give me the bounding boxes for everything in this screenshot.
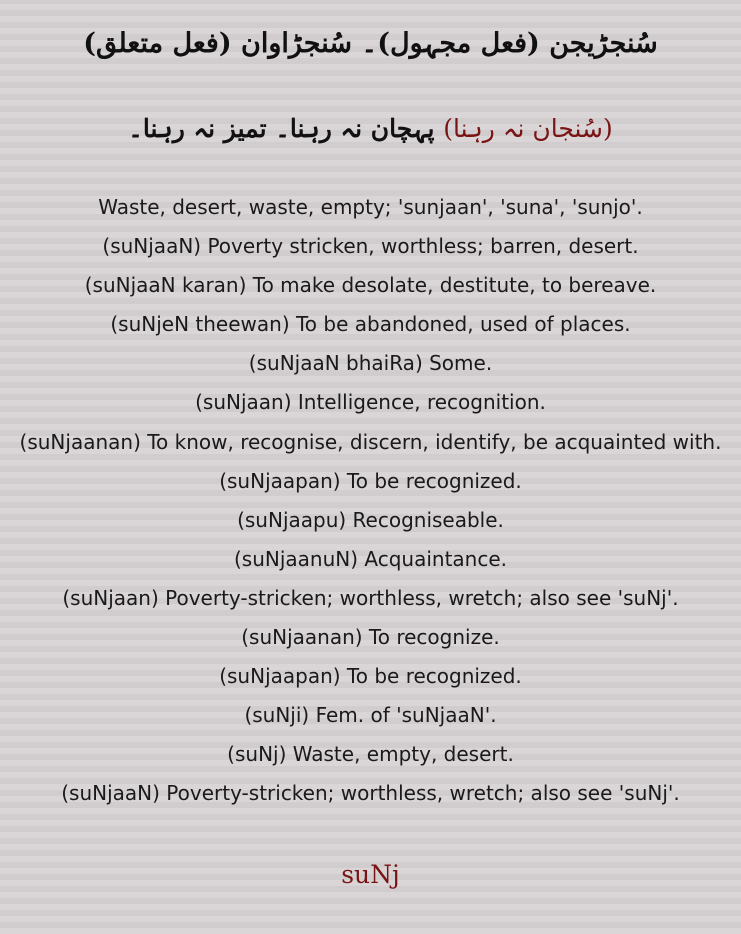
definition-line: (suNjaanuN) Acquaintance. [233, 546, 508, 571]
definition-line: (suNjaapan) To be recognized. [219, 664, 522, 689]
definition-line: (suNjaanan) To recognize. [241, 625, 500, 650]
definition-line: (suNji) Fem. of 'suNjaaN'. [244, 703, 497, 728]
definition-line: (suNjaanan) To know, recognise, discern, identify, be acquainted with. [19, 429, 722, 454]
definition-line: (suNjeN theewan) To be abandoned, used of places. [110, 312, 631, 337]
definition-line: (suNjaaN bhaiRa) Some. [248, 351, 493, 376]
definition-line: (suNjaapan) To be recognized. [219, 468, 522, 493]
definition-line: (suNj) Waste, empty, desert. [227, 742, 514, 767]
urdu-heading-line2 [0, 114, 741, 143]
urdu-heading-meaning: پہچان نہ رہنا۔ تمیز نہ رہنا۔ [128, 114, 435, 143]
definition-line: (suNjaan) Intelligence, recognition. [195, 390, 546, 415]
headword-footer: suNj [341, 860, 400, 889]
urdu-heading-line1: سُنجڑیجن (فعل مجہول)۔ سُنجڑاوان (فعل متعلق) [83, 28, 658, 59]
definition-line: Waste, desert, waste, empty; 'sunjaan', 'suna', 'sunjo'. [98, 195, 643, 219]
definition-line: (suNjaaN karan) To make desolate, destitute, to bereave. [84, 273, 657, 298]
definition-line: (suNjaapu) Recogniseable. [237, 507, 504, 532]
definition-list [0, 188, 741, 814]
definition-line: (suNjaaN) Poverty-stricken; worthless, wretch; also see 'suNj'. [61, 781, 680, 806]
urdu-heading-parenthetical: (سُنجان نہ رہنا) [443, 114, 613, 143]
definition-line: (suNjaan) Poverty-stricken; worthless, wretch; also see 'suNj'. [62, 585, 679, 610]
definition-line: (suNjaaN) Poverty stricken, worthless; barren, desert. [102, 234, 639, 259]
